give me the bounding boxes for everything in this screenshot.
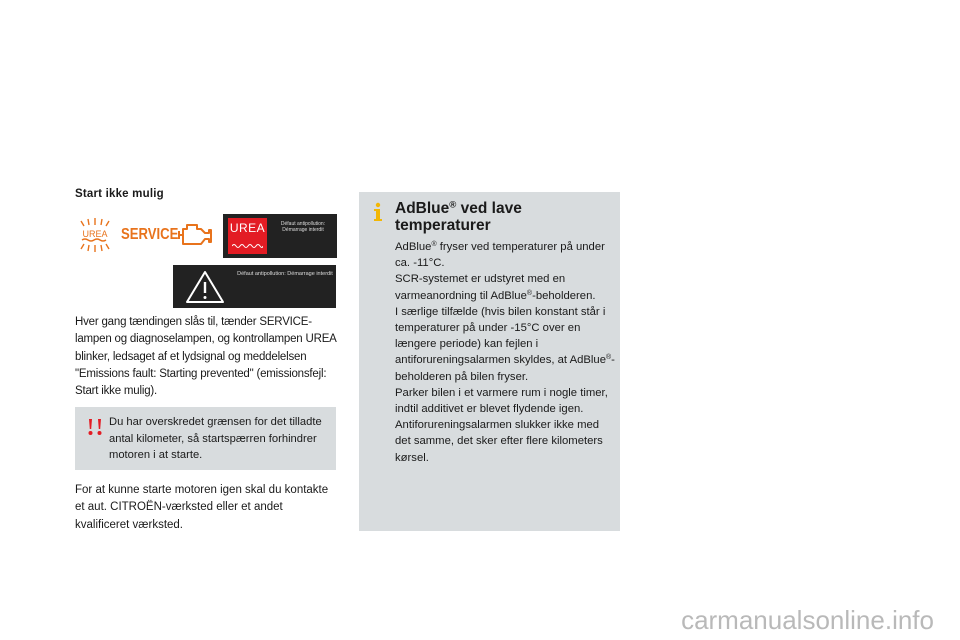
engine-diagnostic-icon: [177, 220, 213, 255]
info-paragraph-5: Antiforureningsalarmen slukker ikke med det samme, det sker efter flere kilometers kørsel.: [395, 419, 603, 464]
urea-display-label: UREA: [229, 221, 266, 235]
urea-display-message: Défaut antipollution: Démarrage interdit: [280, 221, 326, 233]
info-p3-suffix: -beholderen på bilen fryser.: [395, 354, 615, 383]
warning-display-screen: [173, 265, 336, 308]
watermark-text: carmanualsonline.info: [681, 605, 934, 635]
info-title-brand: AdBlue: [395, 200, 450, 217]
closing-paragraph: For at kunne starte motoren igen skal du kontakte et aut. CITROËN-værksted eller et andet kvalificeret værksted.: [75, 484, 329, 531]
urea-display-screen: [223, 214, 337, 258]
warning-lamps-row: [75, 214, 337, 258]
section-heading: Start ikke mulig: [75, 188, 164, 200]
info-paragraph-1: [395, 239, 615, 271]
urea-warning-lamp-icon: [75, 218, 115, 257]
alert-box: [75, 407, 336, 470]
registered-mark: ®: [526, 289, 533, 297]
info-title-rest: ved lave temperaturer: [395, 200, 522, 234]
info-p1-text: fryser ved temperaturer på under ca. -11°C.: [395, 241, 605, 270]
info-panel: [359, 192, 620, 531]
info-p3-text: I særlige tilfælde (hvis bilen konstant står i temperaturer på under -15°C over en længere periode) kan fejlen i antiforureningsalarmen skyldes, at AdBlue: [395, 305, 606, 367]
info-paragraph-2: [395, 271, 615, 303]
exclamation-alert-icon: [86, 418, 104, 443]
info-icon: [370, 202, 386, 227]
warning-display-message: Défaut antipollution: Démarrage interdit: [237, 271, 333, 277]
warning-triangle-icon: [185, 270, 225, 309]
info-p2-suffix: -beholderen.: [532, 289, 596, 302]
urea-display-badge: [228, 218, 267, 254]
registered-mark: ®: [449, 199, 457, 211]
info-paragraph-3: [395, 304, 615, 385]
alert-text: Du har overskredet grænsen for det tilladte antal kilometer, så startspærren forhindrer motoren i at starte.: [109, 416, 322, 461]
service-lamp-label: SERVICE: [121, 226, 179, 243]
info-body: [395, 239, 615, 466]
info-p2-text: SCR-systemet er udstyret med en varmeanordning til AdBlue: [395, 273, 566, 302]
info-title: [395, 200, 610, 234]
info-paragraph-4: Parker bilen i et varmere rum i nogle timer, indtil additivet er blevet flydende igen.: [395, 386, 608, 416]
registered-mark: ®: [606, 354, 612, 362]
description-paragraph: Hver gang tændingen slås til, tænder SERVICE-lampen og diagnoselampen, og kontrollampen UREA blinker, ledsaget af et lydsignal og meddelelsen "Emissions fault: Starting prevented" (emissionsfejl: Start ikke mulig).: [75, 316, 337, 398]
registered-mark: ®: [431, 241, 437, 249]
info-p1-brand: AdBlue: [395, 241, 432, 253]
urea-icon-label: UREA: [82, 229, 108, 239]
